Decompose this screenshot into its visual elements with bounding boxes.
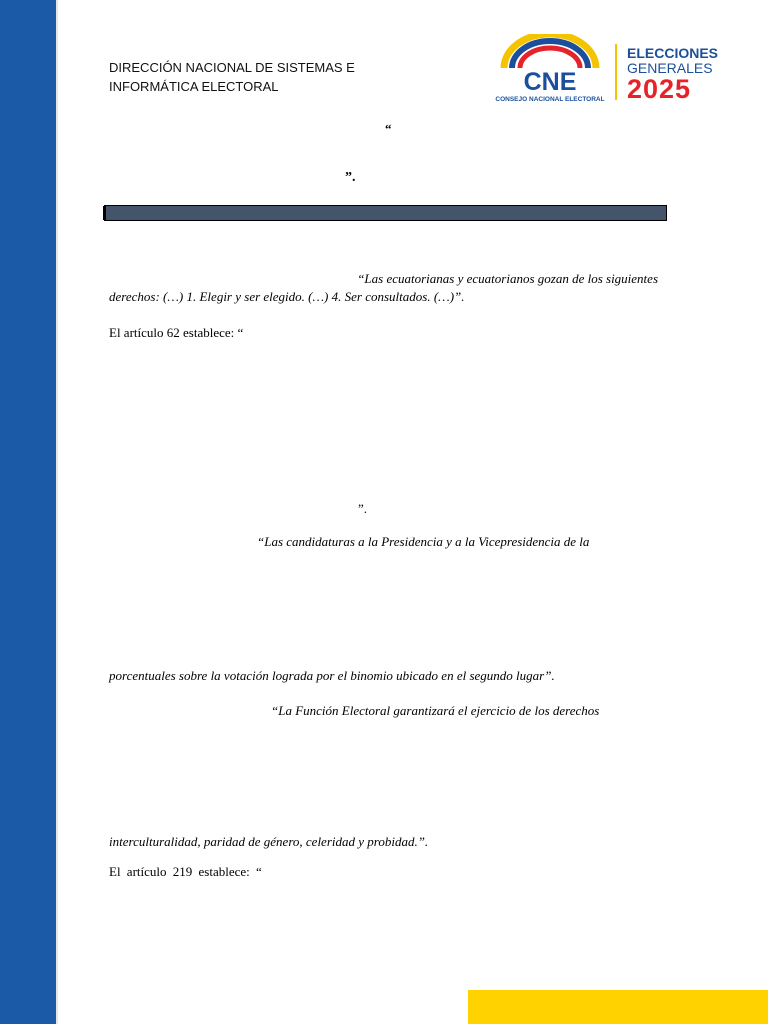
department-header xyxy=(109,58,355,96)
article-219-text: El artículo 219 establece: “ xyxy=(109,864,262,879)
article-62-text: El artículo 62 establece: “ xyxy=(109,325,244,340)
logo-event-line2: GENERALES xyxy=(627,60,713,76)
logo-subtitle: CONSEJO NACIONAL ELECTORAL xyxy=(495,96,605,103)
quote-candidaturas: “Las candidaturas a la Presidencia y a la Vicepresidencia de la xyxy=(257,534,590,549)
logo-year: 2025 xyxy=(627,74,692,104)
quote-funcion-electoral: “La Función Electoral garantizará el ejercicio de los derechos xyxy=(271,703,600,718)
section-bar-marker xyxy=(103,206,106,220)
paragraph-1-line-1: “Las ecuatorianas y ecuatorianos gozan de los siguientes xyxy=(357,271,658,286)
department-line-1: DIRECCIÓN NACIONAL DE SISTEMAS E xyxy=(109,60,355,75)
quote-porcentuales: porcentuales sobre la votación lograda por el binomio ubicado en el segundo lugar”. xyxy=(109,668,555,683)
page-edge xyxy=(56,0,58,1024)
footer-accent-bar xyxy=(468,990,768,1024)
paragraph-1-line-2: derechos: (…) 1. Elegir y ser elegido. (…) 4. Ser consultados. (…)”. xyxy=(109,289,465,304)
cne-logo-graphic xyxy=(490,34,730,106)
logo-acronym: CNE xyxy=(523,68,577,96)
title-open-quote: “ xyxy=(385,121,392,136)
title-close-quote: ”. xyxy=(345,170,356,185)
quote-close-2: ”. xyxy=(358,501,368,516)
cne-logo xyxy=(490,34,730,106)
logo-event-line1: ELECCIONES xyxy=(627,45,719,61)
section-heading-bar xyxy=(104,205,667,221)
quote-interculturalidad: interculturalidad, paridad de género, celeridad y probidad.”. xyxy=(109,834,429,849)
department-line-2: INFORMÁTICA ELECTORAL xyxy=(109,79,279,94)
left-sidebar-stripe xyxy=(0,0,56,1024)
